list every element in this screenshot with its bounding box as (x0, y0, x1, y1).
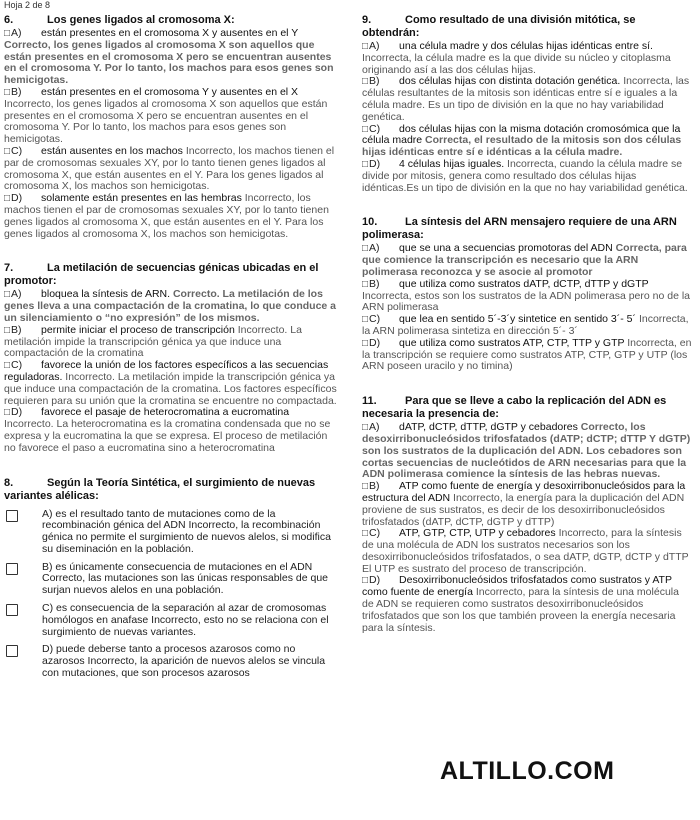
option-feedback: Incorrecto, los machos tienen el par de cromosomas sexuales XY, por lo tanto tienen genes ligados al cromosoma X, que están ausentes en el Y. Para los genes ligados al cromosoma X, los machos son hemicigotas. (4, 144, 335, 193)
question-text: Para que se lleve a cabo la replicación del ADN es necesaria la presencia de: (362, 395, 667, 421)
option-feedback: Incorrecta, estos son los sustratos de la ADN polimerasa pero no de la ARN polimerasa (362, 289, 691, 314)
left-column (4, 14, 340, 702)
option-feedback: Incorrecto, para la síntesis de una molécula de ADN los sustratos necesarios son los desoxirribonucleósidos trifosfatados, o sea dATP, dGTP, dCTP y dTTP El UTP es sustrato del proceso de transcripción. (362, 527, 689, 575)
answer-option[interactable] (4, 407, 340, 454)
checkbox-icon[interactable]: □ (362, 278, 369, 290)
option-feedback: Incorrecto. La metilación impide la transcripción génica ya que induce una compactación de la cromatina (4, 323, 302, 360)
answer-option[interactable] (4, 193, 340, 240)
question-text: Según la Teoría Sintética, el surgimiento de nuevas variantes alélicas: (4, 476, 316, 502)
question-number: 10. (362, 216, 378, 229)
checkbox[interactable] (6, 604, 18, 616)
answer-option[interactable] (4, 325, 340, 360)
checkbox-icon[interactable]: □ (362, 337, 369, 349)
option-text: ATP, GTP, CTP, UTP y cebadores (399, 527, 556, 540)
right-column (362, 14, 692, 656)
answer-option[interactable] (4, 644, 340, 679)
checkbox-icon[interactable]: □ (362, 575, 369, 587)
option-label: C) (369, 313, 381, 326)
option-label: D) (11, 406, 23, 419)
answer-option[interactable] (362, 159, 692, 194)
option-label: B) (11, 323, 22, 336)
option-text: están ausentes en los machos (41, 144, 183, 157)
option-text: que utiliza como sustratos dATP, dCTP, dTTP y dGTP (399, 277, 649, 290)
question-10 (362, 216, 692, 373)
answer-option[interactable] (362, 338, 692, 373)
answer-option[interactable] (4, 603, 340, 638)
option-feedback: Incorrecto. La heterocromatina es la cromatina condensada que no se expresa y la eucromatina la que se expresa. El proceso de metilación no favorece el paso a eucromatina sino a heterocromatina (4, 418, 331, 454)
option-label: C) (369, 122, 381, 135)
option-text: favorece el pasaje de heterocromatina a eucromatina (41, 406, 290, 419)
option-feedback: Incorrecto, la recombinación génica no permite el surgimiento de nuevos alelos, si modifica su diseminación en la población. (42, 519, 331, 555)
option-label: A) (11, 27, 22, 39)
option-label: A) (369, 40, 380, 52)
answer-option[interactable] (362, 279, 692, 314)
option-text: dos células hijas con distinta dotación genética. (399, 75, 621, 88)
answer-option[interactable] (4, 509, 340, 556)
answer-option[interactable] (4, 289, 340, 324)
option-feedback: Correcta, para que comience la transcripción es necesario que la ARN polimerasa reconozca y se asocie al promotor (362, 242, 687, 278)
question-text: La metilación de secuencias génicas ubicadas en el promotor: (4, 262, 319, 288)
option-text: una célula madre y dos células hijas idénticas entre sí. (399, 40, 653, 52)
option-text: ATP como fuente de energía y desoxirribonucleósidos para la estructura del ADN (362, 480, 686, 504)
option-feedback: Correcto, los genes ligados al cromosoma X son aquellos que están presentes en el cromosoma X pero se encuentran ausentes en el cromosoma Y. Por lo tanto, los machos para esos genes son hemicigotas. (4, 38, 334, 87)
question-number: 11. (362, 395, 377, 408)
option-text: Desoxirribonucleósidos trifosfatados como sustratos y ATP como fuente de energía (362, 574, 672, 599)
checkbox-icon[interactable]: □ (362, 243, 369, 255)
option-label: C) (11, 359, 23, 372)
checkbox-icon[interactable]: □ (4, 86, 11, 98)
checkbox-icon[interactable]: □ (362, 481, 369, 493)
checkbox-icon[interactable]: □ (4, 360, 11, 372)
question-number: 7. (4, 262, 14, 275)
option-text: favorece la unión de los factores específicos a las secuencias reguladoras. (4, 359, 329, 383)
option-text: están presentes en el cromosoma Y y ausentes en el X (41, 85, 299, 98)
option-label: B) (369, 480, 380, 493)
option-label: B) (369, 75, 380, 88)
answer-option[interactable] (362, 124, 692, 159)
option-text: que utiliza como sustratos ATP, CTP, TTP y GTP (399, 336, 625, 349)
option-label: D) (11, 192, 23, 205)
option-text: que lea en sentido 5´-3´y sintetice en sentido 3´- 5´ (399, 313, 637, 326)
option-feedback: Incorrecto, la aparición de nuevos alelos se vincula con mutaciones, que son procesos azarosos (42, 655, 326, 680)
checkbox-icon[interactable]: □ (362, 123, 369, 135)
question-title (4, 477, 340, 503)
option-text: C) es consecuencia de la separación al azar de cromosomas homólogos en anafase (42, 602, 327, 626)
checkbox[interactable] (6, 510, 18, 522)
option-text: A) es el resultado tanto de mutaciones como de la recombinación génica del ADN (42, 507, 276, 532)
option-feedback: Incorrecta, la ARN polimerasa sintetiza en dirección 5´- 3´ (362, 313, 689, 337)
option-feedback: Incorrecto. La metilación impide la transcripción génica ya que induce una compactación de la cromatina. Los factores específicos requieren para su unión que la cromatina se encuentre no compactada. (4, 370, 337, 407)
option-text: están presentes en el cromosoma X y ausentes en el Y (41, 27, 299, 39)
answer-option[interactable] (362, 528, 692, 575)
option-text: D) puede deberse tanto a procesos azarosos como no azarosos (42, 643, 296, 668)
question-9 (362, 14, 692, 194)
option-text: solamente están presentes en las hembras (41, 192, 242, 205)
option-body (42, 644, 340, 679)
checkbox-icon[interactable]: □ (4, 28, 11, 39)
question-7 (4, 262, 340, 454)
option-text: permite iniciar el proceso de transcripción (41, 323, 235, 336)
answer-option[interactable] (362, 575, 692, 634)
option-feedback: Incorrecto, esto no se relaciona con el surgimiento de nuevas variantes. (42, 613, 329, 638)
checkbox-icon[interactable]: □ (362, 76, 369, 88)
option-text: B) es únicamente consecuencia de mutaciones en el ADN (42, 560, 313, 573)
checkbox-icon[interactable]: □ (4, 289, 11, 301)
option-label: D) (369, 574, 381, 587)
question-number: 8. (4, 476, 14, 489)
answer-option[interactable] (362, 481, 692, 528)
checkbox-icon[interactable]: □ (362, 422, 369, 434)
question-number: 6. (4, 14, 14, 26)
answer-option[interactable] (4, 562, 340, 597)
option-feedback: Correcto. La metilación de los genes lleva a una compactación de la cromatina, lo que conduce a un silenciamiento o “no expresión” de los mismos. (4, 288, 337, 324)
question-title (362, 14, 692, 40)
answer-option[interactable] (362, 422, 692, 481)
option-feedback: Incorrecta, la célula madre es la que divide su núcleo y citoplasma originando así a las dos células hijas. (362, 51, 671, 76)
page-label: Hoja 2 de 8 (4, 0, 51, 10)
option-text: dATP, dCTP, dTTP, dGTP y cebadores (399, 421, 578, 434)
answer-option[interactable] (362, 41, 692, 76)
option-body (42, 509, 340, 556)
option-text: que se una a secuencias promotoras del ADN (399, 242, 613, 255)
answer-option[interactable] (362, 314, 692, 338)
checkbox[interactable] (6, 645, 18, 657)
answer-option[interactable] (362, 243, 692, 278)
option-feedback: Incorrecto, los genes ligados al cromosoma X son aquellos que están presentes en el cromosoma X pero se encuentran ausentes en el cromosoma Y. Por lo tanto, los machos para esos genes son hemicigotas. (4, 97, 328, 146)
checkbox-icon[interactable]: □ (362, 158, 369, 170)
option-label: D) (369, 157, 381, 170)
answer-option[interactable] (362, 76, 692, 123)
option-feedback: Incorrecta, las células resultantes de la mitosis son idénticas entre sí e iguales a la célula madre. Es un tipo de división en la que no hay variabilidad genética. (362, 75, 690, 123)
option-text: 4 células hijas iguales. (399, 157, 505, 170)
option-label: B) (11, 85, 22, 98)
option-label: C) (11, 144, 23, 157)
option-feedback: Correcta, el resultado de la mitosis son dos células hijas idénticas entre sí e idénticas a la célula madre. (362, 134, 682, 159)
question-6 (4, 14, 340, 240)
option-label: A) (11, 288, 22, 301)
checkbox-icon[interactable]: □ (4, 324, 11, 336)
question-number: 9. (362, 14, 372, 26)
answer-option[interactable] (4, 87, 340, 146)
option-label: A) (369, 421, 380, 434)
checkbox[interactable] (6, 563, 18, 575)
altillo-logo: ALTILLO.COM (440, 757, 615, 785)
question-8 (4, 477, 340, 680)
question-title (4, 262, 340, 288)
question-text: Como resultado de una división mitótica, se obtendrán: (362, 14, 636, 39)
option-feedback: Incorrecta, cuando la célula madre se divide por mitosis, genera como resultado dos células hijas idénticas.Es un tipo de división en la que no hay variabilidad genética. (362, 157, 688, 194)
question-11 (362, 395, 692, 634)
option-feedback: Correcto, las mutaciones son las únicas responsables de que surjan nuevos alelos en una población. (42, 572, 328, 597)
question-text: La síntesis del ARN mensajero requiere de una ARN polimerasa: (362, 216, 677, 242)
checkbox-icon[interactable]: □ (4, 145, 11, 157)
checkbox-icon[interactable]: □ (4, 407, 11, 419)
answer-option[interactable] (4, 28, 340, 87)
option-body (42, 603, 340, 638)
option-label: A) (369, 242, 380, 255)
option-body (42, 562, 340, 597)
answer-option[interactable] (4, 360, 340, 407)
option-feedback: Correcto, los desoxirribonucleósidos trifosfatados (dATP; dCTP; dTTP Y dGTP) son los sustratos de la duplicación del ADN. Los cebadores son cortas secuencias de nucleótidos de ARN necesarias para que la ADN polimerasa comience la síntesis de las hebras nuevas. (362, 421, 691, 481)
option-label: C) (369, 527, 381, 540)
checkbox-icon[interactable]: □ (4, 193, 11, 205)
option-text: dos células hijas con la misma dotación cromosómica que la célula madre (362, 122, 681, 147)
question-text: Los genes ligados al cromosoma X: (47, 14, 235, 26)
option-feedback: Incorrecto, la energía para la duplicación del ADN proviene de sus sustratos, es decir de los desoxirribonucleósidos trifosfatados (dATP, dCTP, dGTP y dTTP) (362, 491, 685, 528)
checkbox-icon[interactable]: □ (362, 41, 369, 52)
checkbox-icon[interactable]: □ (362, 314, 369, 326)
answer-option[interactable] (4, 146, 340, 193)
question-title (362, 395, 692, 421)
question-title (4, 14, 340, 27)
option-feedback: Incorrecta, en la transcripción se requiere como sustratos ATP, CTP, GTP y UTP (los ARN poseen uracilo y no timina) (362, 336, 692, 373)
option-feedback: Incorrecto, para la síntesis de una molécula de ADN se requieren como sustratos desoxirribonucleósidos trifosfatados que son los que también proveen la energía necesaria para la síntesis. (362, 586, 679, 634)
option-label: D) (369, 336, 381, 349)
option-label: B) (369, 277, 380, 290)
question-title (362, 216, 692, 242)
checkbox-icon[interactable]: □ (362, 528, 369, 540)
option-feedback: Incorrecto, los machos tienen el par de cromosomas sexuales XY, por lo tanto tienen genes ligados al cromosoma X, que están ausentes en el Y. Para los genes ligados al cromosoma X, los machos son hemicigotas. (4, 192, 329, 240)
option-text: bloquea la síntesis de ARN. (41, 288, 171, 301)
